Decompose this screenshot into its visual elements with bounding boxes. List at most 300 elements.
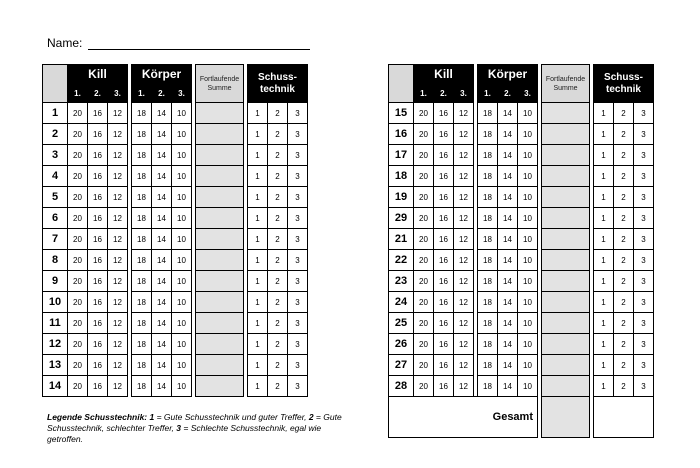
row-number: 26 [389, 334, 414, 355]
technik-option[interactable]: 2 [614, 103, 634, 124]
running-sum-cell[interactable] [196, 124, 244, 145]
koerper-option[interactable]: 14 [498, 166, 518, 187]
kill-option[interactable]: 20 [68, 334, 88, 355]
kill-option[interactable]: 20 [68, 271, 88, 292]
kill-option[interactable]: 20 [68, 124, 88, 145]
technik-option[interactable]: 1 [594, 166, 614, 187]
kill-option[interactable]: 20 [68, 313, 88, 334]
koerper-option[interactable]: 10 [172, 313, 192, 334]
table-row [389, 124, 654, 145]
koerper-option[interactable]: 10 [172, 124, 192, 145]
running-sum-header [196, 65, 244, 103]
technik-option[interactable]: 1 [594, 124, 614, 145]
koerper-option[interactable]: 10 [172, 271, 192, 292]
koerper-option[interactable]: 18 [478, 313, 498, 334]
kill-option[interactable]: 16 [434, 334, 454, 355]
koerper-option[interactable]: 18 [478, 376, 498, 397]
kill-option[interactable]: 16 [88, 208, 108, 229]
technik-option[interactable]: 1 [594, 271, 614, 292]
koerper-option[interactable]: 10 [518, 124, 538, 145]
koerper-option[interactable]: 14 [152, 334, 172, 355]
kill-option[interactable]: 16 [88, 103, 108, 124]
kill-option[interactable]: 20 [68, 103, 88, 124]
technik-option[interactable]: 2 [614, 187, 634, 208]
kill-option[interactable]: 12 [108, 166, 128, 187]
koerper-option[interactable]: 10 [518, 187, 538, 208]
koerper-option[interactable]: 18 [132, 376, 152, 397]
kill-option[interactable]: 12 [454, 124, 474, 145]
technik-option[interactable]: 2 [268, 271, 288, 292]
koerper-option[interactable]: 14 [152, 229, 172, 250]
kill-option[interactable]: 12 [454, 334, 474, 355]
technik-option[interactable]: 3 [634, 208, 654, 229]
technik-option[interactable]: 2 [614, 376, 634, 397]
technik-option[interactable]: 2 [268, 229, 288, 250]
running-sum-cell[interactable] [542, 271, 590, 292]
running-sum-cell[interactable] [196, 355, 244, 376]
technik-option[interactable]: 2 [268, 313, 288, 334]
kill-option[interactable]: 16 [88, 187, 108, 208]
koerper-option[interactable]: 18 [478, 292, 498, 313]
technik-option[interactable]: 2 [614, 208, 634, 229]
koerper-option[interactable]: 10 [518, 166, 538, 187]
koerper-option[interactable]: 10 [518, 355, 538, 376]
koerper-option[interactable]: 18 [478, 187, 498, 208]
technik-option[interactable]: 1 [248, 229, 268, 250]
kill-option[interactable]: 20 [414, 208, 434, 229]
koerper-option[interactable]: 14 [498, 229, 518, 250]
koerper-option[interactable]: 14 [498, 271, 518, 292]
technik-option[interactable]: 3 [634, 334, 654, 355]
technik-option[interactable]: 3 [634, 250, 654, 271]
kill-option[interactable]: 20 [414, 103, 434, 124]
koerper-option[interactable]: 14 [498, 208, 518, 229]
legend-key-1: 1 [149, 412, 155, 422]
koerper-option[interactable]: 10 [172, 229, 192, 250]
technik-option[interactable]: 2 [614, 229, 634, 250]
kill-option[interactable]: 20 [414, 145, 434, 166]
koerper-option[interactable]: 18 [478, 103, 498, 124]
running-sum-cell[interactable] [196, 334, 244, 355]
kill-option[interactable]: 16 [434, 187, 454, 208]
koerper-option[interactable]: 18 [132, 229, 152, 250]
koerper-option[interactable]: 14 [498, 103, 518, 124]
technik-option[interactable]: 1 [248, 145, 268, 166]
koerper-option[interactable]: 18 [132, 124, 152, 145]
kill-option[interactable]: 16 [434, 271, 454, 292]
kill-option[interactable]: 16 [434, 208, 454, 229]
technik-option[interactable]: 3 [288, 145, 308, 166]
technik-option[interactable]: 3 [634, 292, 654, 313]
kill-option[interactable]: 16 [88, 229, 108, 250]
technik-option[interactable]: 1 [594, 376, 614, 397]
koerper-option[interactable]: 18 [132, 313, 152, 334]
koerper-option[interactable]: 10 [172, 103, 192, 124]
koerper-option[interactable]: 14 [152, 355, 172, 376]
technik-option[interactable]: 1 [594, 103, 614, 124]
technik-option[interactable]: 3 [634, 145, 654, 166]
technik-option[interactable]: 3 [634, 376, 654, 397]
koerper-option[interactable]: 10 [172, 334, 192, 355]
koerper-option[interactable]: 18 [132, 208, 152, 229]
running-sum-cell[interactable] [542, 313, 590, 334]
technik-option[interactable]: 3 [288, 250, 308, 271]
kill-option[interactable]: 16 [88, 250, 108, 271]
kill-option[interactable]: 16 [88, 166, 108, 187]
koerper-option[interactable]: 18 [478, 355, 498, 376]
technik-option[interactable]: 3 [288, 376, 308, 397]
technik-option[interactable]: 1 [594, 313, 614, 334]
kill-option[interactable]: 16 [88, 313, 108, 334]
koerper-option[interactable]: 14 [498, 292, 518, 313]
koerper-option[interactable]: 18 [132, 292, 152, 313]
technik-option[interactable]: 2 [614, 292, 634, 313]
koerper-option[interactable]: 10 [518, 229, 538, 250]
row-number: 23 [389, 271, 414, 292]
kill-option[interactable]: 12 [454, 292, 474, 313]
kill-option[interactable]: 12 [454, 313, 474, 334]
kill-option[interactable]: 20 [68, 292, 88, 313]
koerper-option[interactable]: 14 [152, 271, 172, 292]
technik-option[interactable]: 2 [268, 187, 288, 208]
technik-option[interactable]: 3 [288, 103, 308, 124]
technik-option[interactable]: 3 [288, 271, 308, 292]
kill-option[interactable]: 16 [88, 355, 108, 376]
koerper-option[interactable]: 14 [498, 313, 518, 334]
technik-option[interactable]: 3 [634, 124, 654, 145]
technik-option[interactable]: 2 [614, 166, 634, 187]
technik-option[interactable]: 2 [614, 250, 634, 271]
kill-option[interactable]: 20 [68, 355, 88, 376]
koerper-option[interactable]: 10 [172, 250, 192, 271]
technik-option[interactable]: 1 [594, 250, 614, 271]
technik-option[interactable]: 3 [288, 292, 308, 313]
table-row [43, 355, 308, 376]
technik-option[interactable]: 1 [594, 292, 614, 313]
koerper-option[interactable]: 18 [478, 208, 498, 229]
name-underline[interactable] [88, 38, 310, 50]
total-sum-cell[interactable] [542, 397, 590, 438]
koerper-option[interactable]: 14 [152, 313, 172, 334]
koerper-option[interactable]: 14 [152, 208, 172, 229]
koerper-option[interactable]: 18 [132, 250, 152, 271]
koerper-option[interactable]: 14 [498, 124, 518, 145]
kill-option[interactable]: 12 [454, 187, 474, 208]
technik-option[interactable]: 1 [248, 103, 268, 124]
koerper-option[interactable]: 10 [518, 103, 538, 124]
kill-option[interactable]: 16 [88, 145, 108, 166]
kill-option[interactable]: 16 [88, 334, 108, 355]
kill-option[interactable]: 16 [88, 292, 108, 313]
koerper-option[interactable]: 18 [132, 166, 152, 187]
koerper-option[interactable]: 18 [478, 124, 498, 145]
technik-option[interactable]: 2 [268, 145, 288, 166]
kill-option[interactable]: 20 [414, 292, 434, 313]
technik-option[interactable]: 3 [634, 166, 654, 187]
technik-option[interactable]: 1 [594, 334, 614, 355]
technik-option[interactable]: 3 [288, 313, 308, 334]
kill-option[interactable]: 20 [68, 166, 88, 187]
technik-option[interactable]: 3 [634, 229, 654, 250]
koerper-option[interactable]: 14 [152, 187, 172, 208]
kill-option[interactable]: 16 [434, 313, 454, 334]
technik-option[interactable]: 2 [268, 103, 288, 124]
kill-option[interactable]: 20 [414, 271, 434, 292]
technik-option[interactable]: 3 [288, 229, 308, 250]
technik-option[interactable]: 2 [268, 124, 288, 145]
running-sum-cell[interactable] [542, 124, 590, 145]
kill-option[interactable]: 20 [68, 208, 88, 229]
kill-option[interactable]: 12 [108, 250, 128, 271]
technik-option[interactable]: 2 [268, 334, 288, 355]
technik-option[interactable]: 1 [594, 229, 614, 250]
technik-option[interactable]: 2 [614, 355, 634, 376]
kill-option[interactable]: 12 [108, 376, 128, 397]
kill-option[interactable]: 12 [108, 208, 128, 229]
koerper-option[interactable]: 18 [132, 187, 152, 208]
koerper-option[interactable]: 10 [518, 250, 538, 271]
koerper-option[interactable]: 18 [478, 271, 498, 292]
table-row [389, 313, 654, 334]
kill-option[interactable]: 12 [108, 292, 128, 313]
kill-option[interactable]: 20 [414, 187, 434, 208]
technik-option[interactable]: 3 [288, 355, 308, 376]
koerper-option[interactable]: 10 [518, 208, 538, 229]
kill-option[interactable]: 20 [68, 187, 88, 208]
technik-option[interactable]: 2 [614, 334, 634, 355]
kill-option[interactable]: 16 [434, 292, 454, 313]
koerper-option[interactable]: 10 [172, 166, 192, 187]
kill-option[interactable]: 16 [434, 124, 454, 145]
technik-option[interactable]: 3 [634, 355, 654, 376]
kill-option[interactable]: 16 [434, 250, 454, 271]
kill-option[interactable]: 16 [434, 103, 454, 124]
technik-option[interactable]: 3 [634, 271, 654, 292]
koerper-option[interactable]: 18 [132, 103, 152, 124]
kill-option[interactable]: 16 [88, 124, 108, 145]
technik-option[interactable]: 3 [634, 313, 654, 334]
running-sum-cell[interactable] [542, 376, 590, 397]
technik-option[interactable]: 1 [594, 208, 614, 229]
total-technik-cell[interactable] [594, 397, 654, 438]
technik-option[interactable]: 1 [248, 187, 268, 208]
kill-option[interactable]: 16 [434, 166, 454, 187]
technik-option[interactable]: 3 [288, 187, 308, 208]
running-sum-cell[interactable] [196, 187, 244, 208]
running-sum-cell[interactable] [196, 208, 244, 229]
koerper-option[interactable]: 14 [498, 145, 518, 166]
koerper-option[interactable]: 10 [172, 145, 192, 166]
table-row [43, 313, 308, 334]
koerper-option[interactable]: 10 [518, 313, 538, 334]
koerper-option[interactable]: 14 [498, 187, 518, 208]
kill-option[interactable]: 12 [454, 166, 474, 187]
technik-option[interactable]: 1 [248, 334, 268, 355]
running-sum-cell[interactable] [542, 166, 590, 187]
technik-option[interactable]: 3 [288, 124, 308, 145]
schusstechnik-header [594, 65, 654, 103]
kill-option[interactable]: 12 [108, 124, 128, 145]
koerper-option[interactable]: 18 [132, 355, 152, 376]
legend-text-3: = Schlechte Schusstechnik, egal wie getroffen. [47, 423, 322, 444]
kill-option[interactable]: 12 [108, 229, 128, 250]
kill-option[interactable]: 12 [454, 145, 474, 166]
technik-option[interactable]: 3 [634, 187, 654, 208]
kill-option[interactable]: 12 [108, 355, 128, 376]
kill-option[interactable]: 12 [108, 313, 128, 334]
technik-option[interactable]: 2 [268, 292, 288, 313]
koerper-option[interactable]: 18 [132, 334, 152, 355]
kill-option[interactable]: 12 [454, 229, 474, 250]
kill-header: Kill [414, 65, 474, 84]
running-sum-cell[interactable] [196, 145, 244, 166]
kill-option[interactable]: 12 [108, 103, 128, 124]
technik-option[interactable]: 1 [248, 313, 268, 334]
technik-option[interactable]: 1 [248, 376, 268, 397]
technik-option[interactable]: 1 [248, 166, 268, 187]
technik-option[interactable]: 2 [268, 250, 288, 271]
kill-option[interactable]: 20 [414, 166, 434, 187]
technik-option[interactable]: 1 [248, 208, 268, 229]
running-sum-label: Fortlaufende Summe [545, 75, 586, 92]
technik-option[interactable]: 3 [634, 103, 654, 124]
koerper-option[interactable]: 14 [152, 145, 172, 166]
kill-option[interactable]: 12 [108, 271, 128, 292]
koerper-option[interactable]: 10 [172, 208, 192, 229]
technik-option[interactable]: 1 [594, 355, 614, 376]
technik-option[interactable]: 3 [288, 166, 308, 187]
column-gap [244, 84, 248, 103]
running-sum-cell[interactable] [196, 313, 244, 334]
kill-option[interactable]: 16 [434, 355, 454, 376]
table-row [43, 145, 308, 166]
koerper-option[interactable]: 18 [478, 334, 498, 355]
kill-option[interactable]: 12 [108, 187, 128, 208]
kill-option[interactable]: 16 [434, 145, 454, 166]
technik-option[interactable]: 1 [248, 292, 268, 313]
kill-option[interactable]: 12 [108, 334, 128, 355]
technik-option[interactable]: 2 [268, 208, 288, 229]
running-sum-cell[interactable] [196, 250, 244, 271]
kill-option[interactable]: 16 [434, 376, 454, 397]
koerper-option[interactable]: 18 [478, 250, 498, 271]
kill-option[interactable]: 12 [108, 145, 128, 166]
technik-option[interactable]: 2 [268, 376, 288, 397]
running-sum-cell[interactable] [542, 334, 590, 355]
table-row [389, 229, 654, 250]
koerper-option[interactable]: 10 [172, 376, 192, 397]
koerper-option[interactable]: 14 [498, 355, 518, 376]
koerper-option[interactable]: 10 [172, 355, 192, 376]
kill-option[interactable]: 12 [454, 355, 474, 376]
running-sum-cell[interactable] [542, 145, 590, 166]
running-sum-cell[interactable] [196, 229, 244, 250]
kill-option[interactable]: 12 [454, 250, 474, 271]
koerper-option[interactable]: 18 [132, 271, 152, 292]
koerper-option[interactable]: 14 [498, 250, 518, 271]
koerper-option[interactable]: 10 [518, 292, 538, 313]
running-sum-cell[interactable] [196, 166, 244, 187]
koerper-option[interactable]: 18 [478, 229, 498, 250]
koerper-option[interactable]: 14 [152, 166, 172, 187]
kill-option[interactable]: 20 [68, 250, 88, 271]
kill-option[interactable]: 12 [454, 271, 474, 292]
running-sum-cell[interactable] [542, 355, 590, 376]
koerper-option[interactable]: 10 [518, 334, 538, 355]
technik-option[interactable]: 1 [594, 145, 614, 166]
koerper-option[interactable]: 14 [152, 250, 172, 271]
koerper-option[interactable]: 10 [172, 292, 192, 313]
koerper-option[interactable]: 18 [132, 145, 152, 166]
running-sum-cell[interactable] [542, 208, 590, 229]
koerper-option[interactable]: 10 [518, 376, 538, 397]
row-number: 1 [43, 103, 68, 124]
technik-option[interactable]: 2 [614, 313, 634, 334]
running-sum-cell[interactable] [196, 103, 244, 124]
technik-option[interactable]: 3 [288, 334, 308, 355]
technik-option[interactable]: 1 [248, 355, 268, 376]
running-sum-cell[interactable] [542, 229, 590, 250]
name-field[interactable] [47, 36, 310, 50]
technik-option[interactable]: 1 [248, 271, 268, 292]
technik-option[interactable]: 2 [614, 145, 634, 166]
technik-option[interactable]: 2 [614, 271, 634, 292]
running-sum-cell[interactable] [196, 292, 244, 313]
technik-option[interactable]: 1 [248, 250, 268, 271]
koerper-option[interactable]: 18 [478, 166, 498, 187]
kill-option[interactable]: 16 [88, 376, 108, 397]
kill-option[interactable]: 20 [68, 229, 88, 250]
kill-option[interactable]: 20 [414, 124, 434, 145]
technik-option[interactable]: 1 [248, 124, 268, 145]
technik-option[interactable]: 2 [268, 166, 288, 187]
kill-option[interactable]: 16 [88, 271, 108, 292]
running-sum-cell[interactable] [542, 292, 590, 313]
koerper-option[interactable]: 10 [518, 145, 538, 166]
kill-option[interactable]: 20 [414, 229, 434, 250]
running-sum-cell[interactable] [542, 187, 590, 208]
running-sum-cell[interactable] [196, 271, 244, 292]
kill-option[interactable]: 12 [454, 208, 474, 229]
technik-option[interactable]: 1 [594, 187, 614, 208]
koerper-option[interactable]: 14 [498, 334, 518, 355]
koerper-option[interactable]: 14 [498, 376, 518, 397]
koerper-option[interactable]: 14 [152, 376, 172, 397]
koerper-option[interactable]: 10 [172, 187, 192, 208]
kill-option[interactable]: 20 [414, 376, 434, 397]
kill-option[interactable]: 20 [414, 313, 434, 334]
running-sum-cell[interactable] [542, 250, 590, 271]
running-sum-cell[interactable] [196, 376, 244, 397]
kill-option[interactable]: 20 [68, 145, 88, 166]
kill-option[interactable]: 20 [414, 355, 434, 376]
kill-option[interactable]: 12 [454, 103, 474, 124]
kill-option[interactable]: 12 [454, 376, 474, 397]
koerper-option[interactable]: 18 [478, 145, 498, 166]
koerper-option[interactable]: 14 [152, 124, 172, 145]
koerper-option[interactable]: 10 [518, 271, 538, 292]
kill-option[interactable]: 20 [68, 376, 88, 397]
technik-option[interactable]: 2 [268, 355, 288, 376]
technik-option[interactable]: 3 [288, 208, 308, 229]
technik-option[interactable]: 2 [614, 124, 634, 145]
kill-option[interactable]: 16 [434, 229, 454, 250]
kill-option[interactable]: 20 [414, 250, 434, 271]
running-sum-cell[interactable] [542, 103, 590, 124]
koerper-option[interactable]: 14 [152, 103, 172, 124]
koerper-option[interactable]: 14 [152, 292, 172, 313]
kill-option[interactable]: 20 [414, 334, 434, 355]
